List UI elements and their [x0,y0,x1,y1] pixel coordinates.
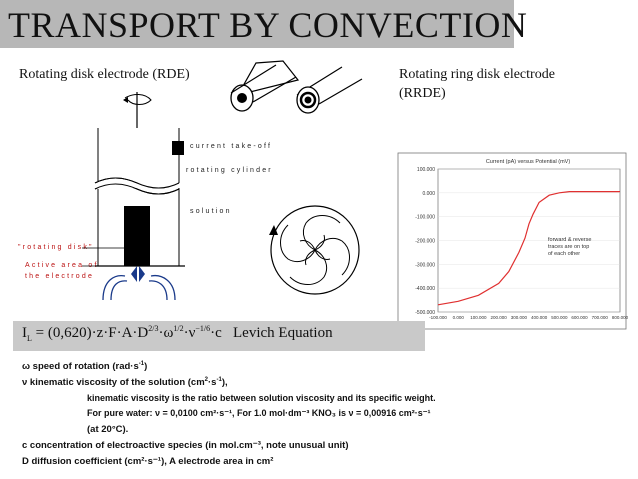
rrde-label-line2: (RRDE) [399,86,446,101]
eq-c: ·c [210,325,222,341]
def-concentration: c concentration of electroactive species (in mol.cm⁻³, note unusual unit) [22,440,349,451]
def-pure-water: For pure water: ν = 0,0100 cm²·s⁻¹, For 1.0 mol·dm⁻³ KNO₃ is ν = 0,00916 cm²·s⁻¹ [87,408,431,418]
def-nu-end: ), [221,377,228,389]
x-tick-label: 0.000 [452,315,464,320]
x-tick-label: 100.000 [470,315,487,320]
rrde-tube-icon [297,67,362,113]
y-tick-label: 0.000 [422,190,435,197]
rotating-disk-pointer [80,240,130,270]
page-title: TRANSPORT BY CONVECTION [8,5,528,45]
def-kinematic: kinematic viscosity is the ratio between solution viscosity and its specific weight. [87,393,436,403]
x-tick-label: 800.000 [611,315,629,320]
rotating-disk-label: "rotating disk" [18,244,94,251]
x-tick-label: 200.000 [490,315,507,320]
eq-name: Levich Equation [233,325,333,341]
def-nu-text: ν kinematic viscosity of the solution (cm [22,377,205,389]
y-tick-label: -200.000 [415,238,435,245]
chart-annotation-line3: of each other [548,251,581,257]
x-tick-label: 400.000 [530,315,548,320]
rrde-label-line1: Rotating ring disk electrode [399,67,555,82]
def-omega-end: ) [144,361,148,373]
rde-label: Rotating disk electrode (RDE) [19,67,190,82]
def-nu-mid: ·s [208,377,217,389]
rde-schematic [95,88,195,303]
def-temperature: (at 20°C). [87,424,129,435]
y-tick-label: -100.000 [415,214,435,221]
def-nu-exp2: -1 [216,377,222,383]
def-omega-text: ω speed of rotation (rad·s [22,361,139,373]
rde-tube-icon [231,61,298,111]
def-omega [22,361,147,372]
def-nu [22,377,228,388]
chart-title: Current (pA) versus Potential (mV) [485,159,571,165]
x-tick-label: 700.000 [591,315,608,320]
active-area-label-line1: Active area of [25,262,99,269]
eq-exp-nu: −1/6 [195,324,211,333]
eq-exp-d: 2/3 [148,324,159,333]
eq-nu: ·ν [183,325,196,341]
def-omega-exp: -1 [138,361,145,367]
y-tick-label: -300.000 [415,262,435,269]
x-tick-label: 300.000 [510,315,528,320]
eq-current-symbol: I [22,325,27,341]
chart-annotation-line1: forward & reverse [548,237,592,243]
levich-equation [22,324,333,343]
current-potential-chart [398,153,629,329]
current-take-off-label: current take-off [190,143,273,150]
x-tick-label: -100.000 [429,315,447,320]
y-tick-label: -500.000 [415,310,435,316]
rotating-cylinder-label: rotating cylinder [186,167,273,174]
chart-annotation-line2: traces are on top [548,244,590,250]
spiral-flow-illustration [260,195,370,305]
eq-body: = (0,620)·z·F·A·D [31,325,149,341]
x-tick-label: 500.000 [551,315,568,320]
eq-limiting-subscript: L [27,334,32,343]
x-tick-label: 600.000 [571,315,588,320]
eq-omega: ·ω [158,325,174,341]
eq-exp-omega: 1/2 [173,324,184,333]
def-nu-exp1: 2 [204,377,209,383]
active-area-label-line2: the electrode [25,273,95,280]
y-tick-label: -400.000 [415,286,435,293]
def-diffusion: D diffusion coefficient (cm²·s⁻¹), A electrode area in cm² [22,456,274,467]
solution-label: solution [190,208,232,215]
electrode-tubes-illustration [228,60,368,125]
y-tick-label: 100.000 [416,167,435,173]
